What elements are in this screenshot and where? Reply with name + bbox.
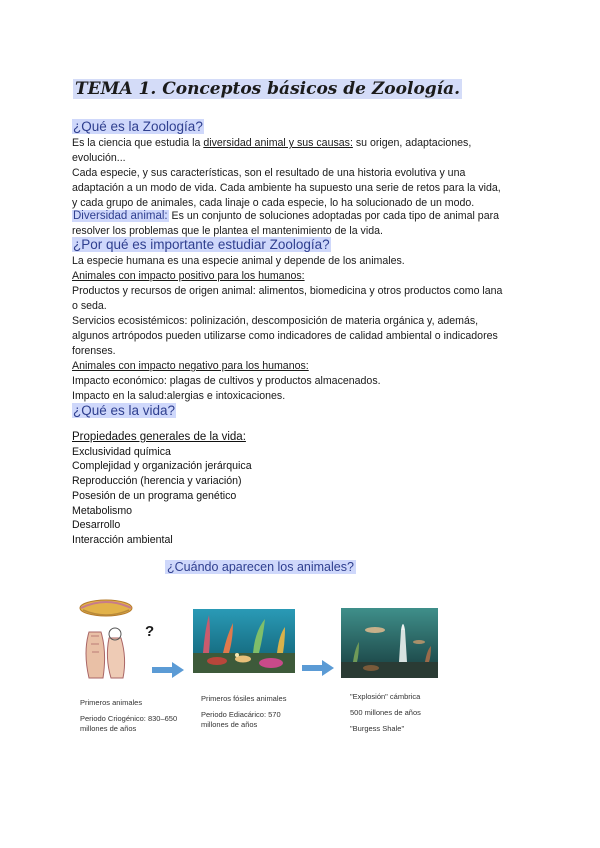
arrow-right-icon <box>152 662 184 678</box>
paragraph-diversidad: Diversidad animal: Es un conjunto de soluciones adoptadas por cada tipo de animal para resolver los problemas que le plantea el mantenimiento de la vida. <box>72 210 500 237</box>
heading-que-es-vida: ¿Qué es la vida? <box>73 403 176 418</box>
ediacaran-fossils-illustration <box>193 609 295 673</box>
question-mark: ? <box>145 623 155 640</box>
list-item: Complejidad y organización jerárquica <box>72 460 252 473</box>
list-item: Reproducción (herencia y variación) <box>72 475 242 488</box>
page-title: TEMA 1. Conceptos básicos de Zoología. <box>75 79 461 99</box>
heading-por-que-importante: ¿Por qué es importante estudiar Zoología? <box>73 237 330 252</box>
paragraph-definition: Es la ciencia que estudia la diversidad animal y sus causas: su origen, adaptaciones, evolución... Cada especie, y sus características, son el resultado de una historia evolutiva y una adaptación a un modo de vida. Cada ambiente ha supuesto una serie de retos para la vida, y cada grupo de animales, cada linaje o cada especie, lo ha solucionado de un modo. <box>72 137 501 209</box>
list-item: Interacción ambiental <box>72 533 173 546</box>
cambrian-explosion-illustration <box>341 608 438 678</box>
list-item: Desarrollo <box>72 519 121 532</box>
heading-cuando-aparecen: ¿Cuándo aparecen los animales? <box>167 560 354 574</box>
heading-que-es-zoologia: ¿Qué es la Zoología? <box>73 119 203 134</box>
paragraph-importancia: La especie humana es una especie animal y depende de los animales. Animales con impacto positivo para los humanos: Productos y recursos de origen animal: alimentos, biomedicina y otros productos como lana o seda. Servicios ecosistémicos: polinización, descomposición de materia orgánica y, además, algunos artrópodos pueden utilizarse como indicadores de calidad ambiental o indicadores forenses. Animales con impacto negativo para los humanos: Impacto económico: plagas de cultivos y productos almacenados. Impacto en la salud:alergias e intoxicaciones. <box>72 255 503 402</box>
caption-first-animals: Primeros animales Periodo Criogénico: 830–650 millones de años <box>80 698 178 733</box>
list-item: Exclusividad química <box>72 445 171 458</box>
caption-ediacaran: Primeros fósiles animales Periodo Ediacárico: 570 millones de años <box>201 694 287 729</box>
first-animals-illustration <box>75 592 137 684</box>
list-item: Posesión de un programa genético <box>72 489 237 502</box>
arrow-right-icon <box>302 660 334 676</box>
list-item: Metabolismo <box>72 504 133 517</box>
properties-list: Propiedades generales de la vida: Exclusividad química Complejidad y organización jerárquica Reproducción (herencia y variación) Posesión de un programa genético Metabolismo Desarrollo Interacción ambiental <box>72 431 252 546</box>
caption-cambrian: "Explosión" cámbrica 500 millones de años "Burgess Shale" <box>350 692 421 733</box>
